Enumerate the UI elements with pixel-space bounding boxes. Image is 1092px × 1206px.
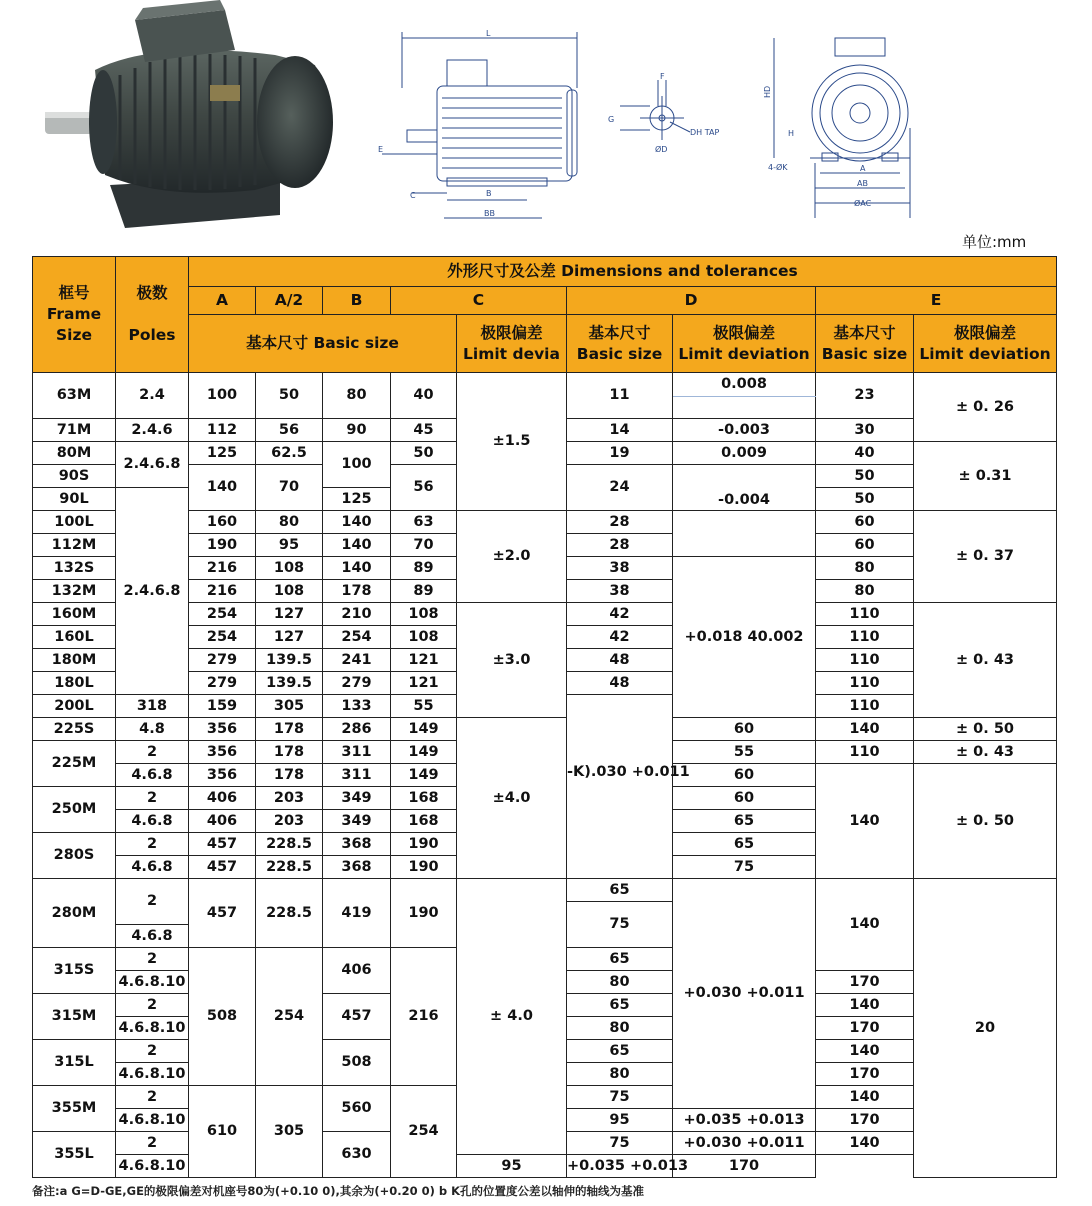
shaft-detail-drawing — [600, 70, 730, 160]
cell-d-tol: +0.030 +0.011 — [673, 879, 816, 1109]
cell-d-tol: -0.004 — [673, 465, 816, 511]
cell-c: 70 — [391, 534, 457, 557]
cell-a2: 178 — [256, 741, 323, 764]
cell-a2: 108 — [256, 557, 323, 580]
cell-a: 112 — [189, 419, 256, 442]
cell-d: 75 — [567, 1132, 673, 1155]
cell-poles: 2 — [116, 948, 189, 971]
cell-c-tol: ±1.5 — [457, 373, 567, 511]
cell-c: 216 — [391, 948, 457, 1086]
cell-d-tol: +0.035 +0.013 — [673, 1109, 816, 1132]
cell-d-tol: +0.030 +0.011 — [673, 1132, 816, 1155]
cell-e-tol: ± 0. 50 — [914, 718, 1057, 741]
cell-e: 110 — [816, 649, 914, 672]
cell-a: 100 — [189, 373, 256, 419]
cell-poles: 2 — [116, 787, 189, 810]
label-G: G — [608, 115, 615, 124]
cell-a2: 70 — [256, 465, 323, 511]
cell-poles: 4.6.8.10 — [116, 1017, 189, 1040]
cell-d: 55 — [673, 741, 816, 764]
cell-poles: 4.6.8 — [116, 925, 189, 948]
cell-b: 140 — [323, 557, 391, 580]
cell-poles: 2.4.6 — [116, 419, 189, 442]
cell-a: 356 — [189, 718, 256, 741]
cell-e: 170 — [816, 1063, 914, 1086]
cell-a: 610 — [189, 1086, 256, 1178]
cell-e: 50 — [816, 465, 914, 488]
cell-poles: 2 — [116, 741, 189, 764]
cell-e-tol: ± 0.31 — [914, 442, 1057, 511]
cell-poles: 2.4.6.8 — [116, 442, 189, 488]
cell-e: 110 — [816, 603, 914, 626]
dimensions-table — [32, 256, 1057, 1178]
header-D: D — [567, 287, 816, 315]
cell-c: 190 — [391, 856, 457, 879]
cell-poles: 4.6.8.10 — [116, 1063, 189, 1086]
cell-c: 108 — [391, 626, 457, 649]
header-E: E — [816, 287, 1057, 315]
cell-poles: 2 — [116, 994, 189, 1017]
cell-poles: 4.6.8 — [116, 856, 189, 879]
cell-d: 48 — [567, 649, 673, 672]
cell-d-tol — [673, 511, 816, 557]
cell-frame: 160M — [33, 603, 116, 626]
cell-e: 140 — [816, 718, 914, 741]
cell-c: 149 — [391, 718, 457, 741]
cell-frame: 225M — [33, 741, 116, 787]
cell-b: 560 — [323, 1086, 391, 1132]
cell-d: 28 — [567, 511, 673, 534]
cell-e: 170 — [816, 1017, 914, 1040]
cell-c: 108 — [391, 603, 457, 626]
cell-e: 110 — [816, 741, 914, 764]
cell-a2: 203 — [256, 787, 323, 810]
header-A: A — [189, 287, 256, 315]
cell-d: 38 — [567, 557, 673, 580]
header-e-basic: 基本尺寸 Basic size — [816, 315, 914, 373]
cell-a2: 139.5 — [256, 672, 323, 695]
cell-d: 28 — [567, 534, 673, 557]
label-D: ØD — [655, 145, 668, 154]
cell-b: 630 — [323, 1132, 391, 1178]
cell-a2: 228.5 — [256, 856, 323, 879]
cell-a: 254 — [189, 603, 256, 626]
cell-d: 11 — [567, 373, 673, 419]
cell-e: 110 — [816, 626, 914, 649]
label-L: L — [486, 29, 491, 38]
cell-b: 254 — [323, 626, 391, 649]
cell-a2: 56 — [256, 419, 323, 442]
cell-frame: 132M — [33, 580, 116, 603]
cell-frame: 112M — [33, 534, 116, 557]
cell-poles: 4.6.8 — [116, 810, 189, 833]
cell-frame: 250M — [33, 787, 116, 833]
cell-e-tol: ± 0. 26 — [914, 373, 1057, 442]
cell-d: 42 — [567, 603, 673, 626]
cell-e: 140 — [816, 1040, 914, 1063]
cell-c: 190 — [391, 833, 457, 856]
cell-e: 140 — [816, 1086, 914, 1109]
cell-b: 305 — [256, 695, 323, 718]
cell-frame: 90L — [33, 488, 116, 511]
cell-d-tol: 0.008 — [673, 373, 816, 397]
cell-a: 125 — [189, 442, 256, 465]
cell-b: 140 — [323, 534, 391, 557]
cell-d: 14 — [567, 419, 673, 442]
cell-frame: 315L — [33, 1040, 116, 1086]
cell-d-tol: +0.018 40.002 — [673, 557, 816, 718]
cell-b: 140 — [323, 511, 391, 534]
cell-c: 121 — [391, 672, 457, 695]
cell-poles: 4.8 — [116, 718, 189, 741]
cell-d: 80 — [567, 1063, 673, 1086]
cell-b: 349 — [323, 810, 391, 833]
cell-b: 508 — [323, 1040, 391, 1086]
figure-strip — [0, 0, 1092, 240]
header-poles: 极数 Poles — [116, 257, 189, 373]
label-C: C — [410, 191, 416, 200]
cell-e: 140 — [816, 994, 914, 1017]
cell-a2: 50 — [256, 373, 323, 419]
cell-e: 110 — [816, 695, 914, 718]
cell-e-tol: ± 0. 43 — [914, 741, 1057, 764]
cell-c-tol: ± 4.0 — [457, 879, 567, 1155]
cell-c: 45 — [391, 419, 457, 442]
cell-a: 216 — [189, 580, 256, 603]
table-row — [33, 373, 1057, 397]
cell-d: 75 — [673, 856, 816, 879]
cell-a2: 203 — [256, 810, 323, 833]
cell-c: 168 — [391, 787, 457, 810]
cell-b: 100 — [323, 442, 391, 488]
cell-d: 80 — [567, 1017, 673, 1040]
cell-c: 168 — [391, 810, 457, 833]
cell-c: 40 — [391, 373, 457, 419]
cell-b: 125 — [323, 488, 391, 511]
cell-c: 89 — [391, 580, 457, 603]
cell-frame: 180L — [33, 672, 116, 695]
cell-d: 65 — [567, 948, 673, 971]
cell-frame: 225S — [33, 718, 116, 741]
header-B: B — [323, 287, 391, 315]
cell-e: 140 — [816, 1132, 914, 1155]
cell-poles: 4.6.8.10 — [116, 971, 189, 994]
cell-frame: 71M — [33, 419, 116, 442]
cell-c: 190 — [391, 879, 457, 948]
cell-e-tol: ± 0. 43 — [914, 603, 1057, 718]
cell-poles: 2.4.6.8 — [116, 488, 189, 695]
cell-e: 170 — [816, 1109, 914, 1132]
cell-a2: 62.5 — [256, 442, 323, 465]
label-AB: AB — [857, 179, 868, 188]
table-row — [33, 879, 1057, 902]
cell-d: 42 — [567, 626, 673, 649]
cell-frame: 355L — [33, 1132, 116, 1178]
cell-a: 190 — [189, 534, 256, 557]
cell-frame: 355M — [33, 1086, 116, 1132]
cell-a2: 254 — [256, 948, 323, 1086]
cell-b: 210 — [323, 603, 391, 626]
cell-d-tol: 0.009 — [673, 442, 816, 465]
label-H: H — [788, 129, 795, 138]
cell-a: 279 — [189, 672, 256, 695]
cell-c: 63 — [391, 511, 457, 534]
cell-b: 90 — [323, 419, 391, 442]
cell-a: 457 — [189, 833, 256, 856]
cell-frame: 280S — [33, 833, 116, 879]
cell-e: 40 — [816, 442, 914, 465]
header-A2: A/2 — [256, 287, 323, 315]
motor-photo — [35, 0, 335, 240]
unit-label: 单位:mm — [962, 233, 1027, 251]
cell-poles: 2 — [116, 1132, 189, 1155]
cell-e: 80 — [816, 580, 914, 603]
cell-e: 110 — [816, 672, 914, 695]
cell-frame: 180M — [33, 649, 116, 672]
cell-frame: 80M — [33, 442, 116, 465]
cell-b: 349 — [323, 787, 391, 810]
header-frame: 框号 Frame Size — [33, 257, 116, 373]
cell-b: 368 — [323, 833, 391, 856]
cell-a2: 108 — [256, 580, 323, 603]
cell-b: 178 — [323, 580, 391, 603]
header-d-basic: 基本尺寸 Basic size — [567, 315, 673, 373]
cell-poles: 2.4 — [116, 373, 189, 419]
cell-frame: 63M — [33, 373, 116, 419]
cell-a: 406 — [189, 787, 256, 810]
cell-e: 50 — [816, 488, 914, 511]
cell-a2: 178 — [256, 718, 323, 741]
cell-b: 279 — [323, 672, 391, 695]
cell-d: 80 — [567, 971, 673, 994]
cell-poles: 4.6.8.10 — [116, 1155, 189, 1178]
cell-a2: 127 — [256, 603, 323, 626]
cell-d-tol: -0.003 — [673, 419, 816, 442]
cell-d: 95 — [457, 1155, 567, 1178]
cell-poles: 4.6.8 — [116, 764, 189, 787]
cell-b: 406 — [323, 948, 391, 994]
cell-a2: 159 — [189, 695, 256, 718]
cell-c: 121 — [391, 649, 457, 672]
label-F: F — [660, 72, 665, 81]
cell-a: 356 — [189, 741, 256, 764]
cell-poles: 2 — [116, 1040, 189, 1063]
cell-a2: 305 — [256, 1086, 323, 1178]
cell-d: 95 — [567, 1109, 673, 1132]
cell-e-tol: 20 — [914, 879, 1057, 1178]
cell-e-tol: ± 0. 37 — [914, 511, 1057, 603]
cell-d: 75 — [567, 1086, 673, 1109]
cell-d-tol: -K).030 +0.011 — [567, 695, 673, 879]
cell-e: 140 — [816, 879, 914, 971]
header-C: C — [391, 287, 567, 315]
cell-d: 60 — [673, 764, 816, 787]
cell-poles: 2 — [116, 1086, 189, 1109]
cell-poles: 2 — [116, 833, 189, 856]
cell-frame: 160L — [33, 626, 116, 649]
cell-poles: 2 — [116, 879, 189, 925]
label-BB: BB — [484, 209, 495, 218]
cell-c: 50 — [391, 442, 457, 465]
label-K: 4-ØK — [768, 163, 788, 172]
cell-b: 311 — [323, 764, 391, 787]
label-HD: HD — [763, 85, 772, 98]
cell-d-tol — [673, 397, 816, 419]
cell-c: 89 — [391, 557, 457, 580]
header-e-limit: 极限偏差 Limit deviation — [914, 315, 1057, 373]
front-view-drawing — [760, 28, 950, 228]
cell-a2: 178 — [256, 764, 323, 787]
cell-a: 457 — [189, 856, 256, 879]
cell-d: 24 — [567, 465, 673, 511]
cell-b: 419 — [323, 879, 391, 948]
cell-e: 23 — [816, 373, 914, 419]
cell-d: 55 — [391, 695, 457, 718]
cell-e: 80 — [816, 557, 914, 580]
cell-a2: 80 — [256, 511, 323, 534]
header-d-limit: 极限偏差 Limit deviation — [673, 315, 816, 373]
cell-b: 457 — [323, 994, 391, 1040]
cell-d: 65 — [567, 994, 673, 1017]
header-dimensions-group: 外形尺寸及公差 Dimensions and tolerances — [189, 257, 1057, 287]
header-c-limit: 极限偏差 Limit devia — [457, 315, 567, 373]
cell-a: 508 — [189, 948, 256, 1086]
cell-a: 279 — [189, 649, 256, 672]
cell-e: 30 — [816, 419, 914, 442]
cell-e: 170 — [816, 971, 914, 994]
cell-d: 65 — [673, 833, 816, 856]
cell-d: 38 — [567, 580, 673, 603]
cell-e: 140 — [816, 764, 914, 879]
cell-d: 65 — [567, 879, 673, 902]
cell-e-tol: ± 0. 50 — [914, 764, 1057, 879]
cell-a: 406 — [189, 810, 256, 833]
cell-b: 311 — [323, 741, 391, 764]
cell-c-tol: ±2.0 — [457, 511, 567, 603]
cell-d: 48 — [567, 672, 673, 695]
cell-b: 80 — [323, 373, 391, 419]
cell-d: 60 — [673, 718, 816, 741]
cell-e: 60 — [816, 511, 914, 534]
cell-c: 149 — [391, 741, 457, 764]
cell-c: 56 — [391, 465, 457, 511]
label-A: A — [860, 164, 866, 173]
cell-frame: 90S — [33, 465, 116, 488]
cell-a: 216 — [189, 557, 256, 580]
label-AC: ØAC — [854, 199, 872, 208]
cell-c-tol: ±3.0 — [457, 603, 567, 718]
cell-frame: 200L — [33, 695, 116, 718]
cell-frame: 132S — [33, 557, 116, 580]
table-row — [33, 1155, 1057, 1178]
cell-c: 133 — [323, 695, 391, 718]
cell-d: 65 — [673, 810, 816, 833]
cell-a2: 228.5 — [256, 833, 323, 856]
label-B: B — [486, 189, 492, 198]
cell-d: 65 — [567, 1040, 673, 1063]
cell-c: 254 — [391, 1086, 457, 1178]
label-DH: DH TAP — [690, 128, 720, 137]
cell-poles: 4.6.8.10 — [116, 1109, 189, 1132]
footnote: 备注:a G=D-GE,GE的极限偏差对机座号80为(+0.10 0),其余为(+0.20 0) b K孔的位置度公差以轴伸的轴线为基准 — [32, 1184, 645, 1198]
cell-a2: 127 — [256, 626, 323, 649]
cell-frame: 315S — [33, 948, 116, 994]
label-E: E — [378, 145, 384, 154]
cell-d: 60 — [673, 787, 816, 810]
cell-e: 170 — [673, 1155, 816, 1178]
cell-a: 318 — [116, 695, 189, 718]
cell-c-tol: ±4.0 — [457, 718, 567, 879]
cell-b: 368 — [323, 856, 391, 879]
cell-d-tol: +0.035 +0.013 — [567, 1155, 673, 1178]
cell-b: 241 — [323, 649, 391, 672]
cell-a2: 139.5 — [256, 649, 323, 672]
cell-a: 356 — [189, 764, 256, 787]
cell-a: 457 — [189, 879, 256, 948]
cell-frame: 315M — [33, 994, 116, 1040]
cell-d: 19 — [567, 442, 673, 465]
cell-e: 60 — [816, 534, 914, 557]
table-row — [33, 718, 1057, 741]
header-basic-size: 基本尺寸 Basic size — [189, 315, 457, 373]
cell-a: 160 — [189, 511, 256, 534]
cell-d: 75 — [567, 902, 673, 948]
cell-a: 254 — [189, 626, 256, 649]
cell-c: 149 — [391, 764, 457, 787]
cell-b: 286 — [323, 718, 391, 741]
cell-a2: 95 — [256, 534, 323, 557]
cell-a: 140 — [189, 465, 256, 511]
side-view-drawing — [372, 28, 592, 228]
cell-frame: 100L — [33, 511, 116, 534]
cell-a2: 228.5 — [256, 879, 323, 948]
cell-frame: 280M — [33, 879, 116, 948]
